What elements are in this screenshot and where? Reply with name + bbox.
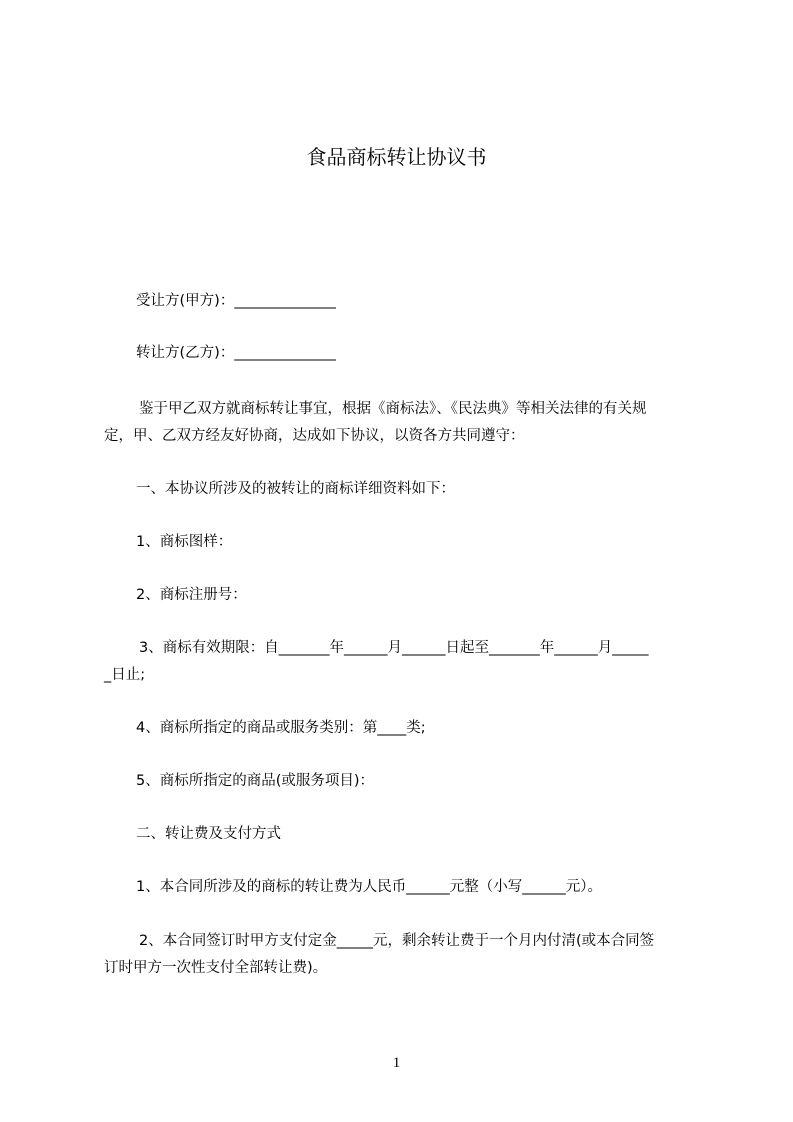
section2-item2-line1: 2、本合同签订时甲方支付定金_____元，剩余转让费于一个月内付清(或本合同签 (139, 933, 655, 949)
section2-item2-line2: 订时甲方一次性支付全部转让费)。 (104, 960, 328, 976)
party-a-line: 受让方(甲方)：______________ (136, 293, 336, 309)
section1-item5: 5、商标所指定的商品(或服务项目)： (136, 773, 375, 789)
party-b-line: 转让方(乙方)：______________ (136, 345, 336, 361)
section1-heading: 一、本协议所涉及的被转让的商标详细资料如下： (136, 481, 455, 497)
section2-heading: 二、转让费及支付方式 (136, 826, 281, 842)
section1-item2: 2、商标注册号： (136, 587, 247, 603)
section1-item3-line1: 3、商标有效期限：自_______年______月______日起至_______年______月_____ (139, 640, 649, 656)
preamble-line-2: 定，甲、乙双方经友好协商，达成如下协议，以资各方共同遵守： (104, 428, 525, 444)
document-title: 食品商标转让协议书 (306, 145, 487, 169)
section1-item3-line2: _日止; (104, 667, 146, 683)
section1-item4: 4、商标所指定的商品或服务类别：第____类; (136, 720, 426, 736)
page-number: 1 (392, 1055, 401, 1071)
section2-item1: 1、本合同所涉及的商标的转让费为人民币______元整（小写______元）。 (136, 879, 602, 895)
section1-item1: 1、商标图样： (136, 534, 233, 550)
preamble-line-1: 鉴于甲乙双方就商标转让事宜，根据《商标法》、《民法典》等相关法律的有关规 (139, 401, 647, 417)
